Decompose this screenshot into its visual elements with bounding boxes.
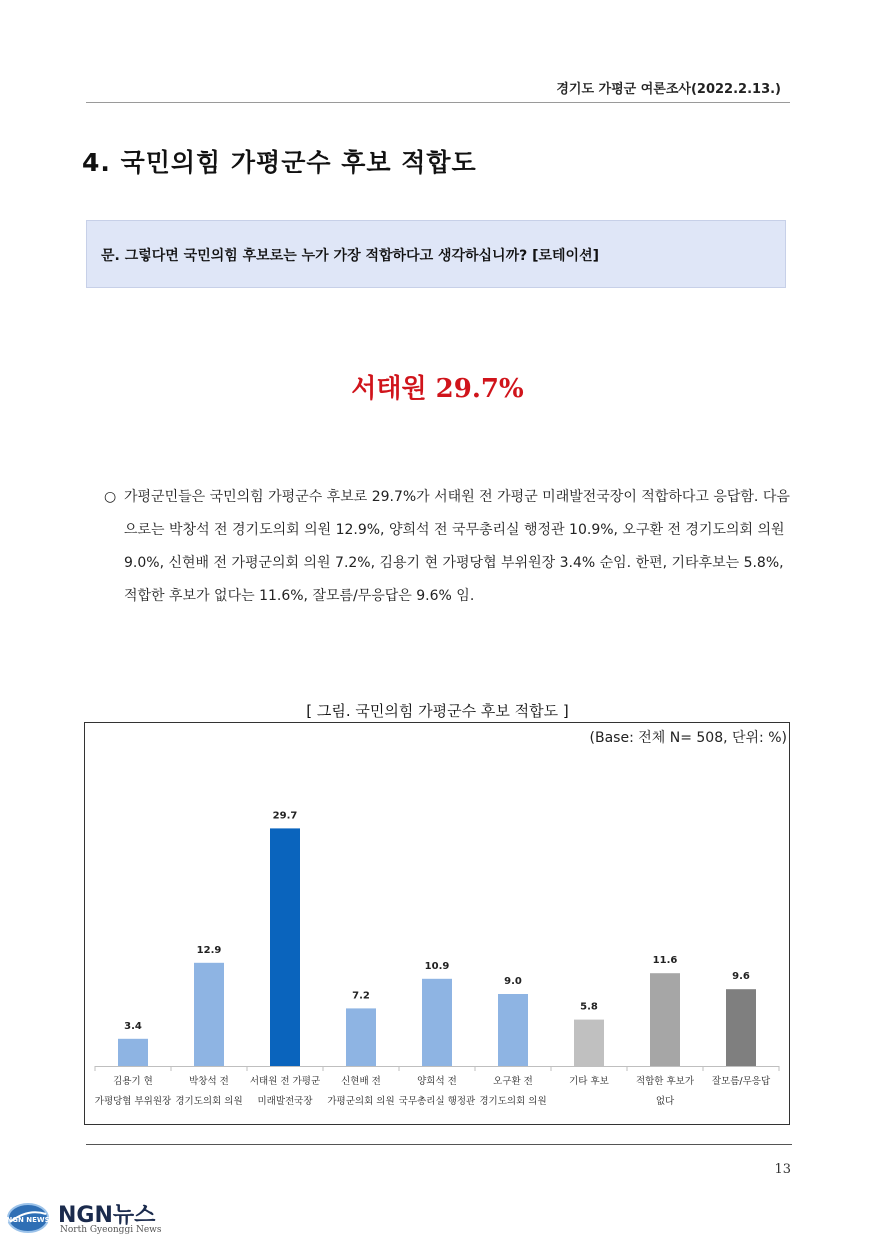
category-label: 가평군의회 의원 (327, 1096, 395, 1107)
category-label: 미래발전국장 (257, 1096, 313, 1107)
page-number: 13 (774, 1162, 791, 1177)
headline-result: 서태원 29.7% (351, 374, 524, 404)
logo-brand-text: NGN뉴스 (58, 1203, 156, 1228)
category-label: 경기도의회 의원 (479, 1096, 547, 1107)
bar (422, 979, 452, 1066)
bar-value-label: 29.7 (272, 810, 298, 822)
category-label: 신현배 전 (341, 1076, 381, 1087)
logo-mark-text: NGN NEWS (6, 1216, 50, 1224)
category-label: 서태원 전 가평군 (249, 1076, 321, 1087)
category-label: 적합한 후보가 (635, 1076, 695, 1087)
bar-value-label: 10.9 (424, 960, 450, 972)
category-label: 박창석 전 (189, 1076, 229, 1087)
bar (726, 989, 756, 1066)
summary-paragraph (104, 481, 794, 613)
category-label: 오구환 전 (493, 1076, 533, 1087)
bar (118, 1039, 148, 1066)
category-label: 가평당협 부위원장 (94, 1096, 172, 1107)
bar-value-label: 11.6 (652, 955, 678, 967)
bar (498, 994, 528, 1066)
category-label: 국무총리실 행정관 (398, 1096, 476, 1107)
ngn-globe-icon (6, 1200, 50, 1236)
bar-chart (85, 723, 789, 1124)
category-label: 기타 후보 (569, 1076, 609, 1087)
bar-value-label: 5.8 (580, 1001, 598, 1013)
bar (194, 963, 224, 1066)
bar (346, 1008, 376, 1066)
bar-value-label: 9.0 (504, 976, 522, 987)
category-label: 없다 (655, 1096, 675, 1107)
summary-text: 가평군민들은 국민의힘 가평군수 후보로 29.7%가 서태원 전 가평군 미래발전국장이 적합하다고 응답함. 다음으로는 박창석 전 경기도의회 의원 12.9%, 양희석 전 국무총리실 행정관 10.9%, 오구환 전 경기도의회 의원 9.0%, 신현배 전 가평군의회 의원 7.2%, 김용기 현 가평당협 부위원장 3.4% 순임. 한편, 기타후보는 5.8%, 적합한 후보가 없다는 11.6%, 잘모름/무응답은 9.6% 임. (124, 489, 790, 604)
category-label: 경기도의회 의원 (175, 1096, 243, 1107)
bar (270, 828, 300, 1066)
bar (650, 973, 680, 1066)
bar-value-label: 7.2 (352, 990, 370, 1002)
bar-value-label: 9.6 (732, 971, 750, 983)
header-divider (86, 102, 790, 103)
question-text: 문. 그렇다면 국민의힘 후보로는 누가 가장 적합하다고 생각하십니까? [로테이션] (101, 248, 599, 264)
bar-value-label: 12.9 (196, 944, 222, 956)
logo-tagline: North Gyeonggi News (60, 1225, 162, 1235)
category-label: 김용기 현 (113, 1076, 153, 1087)
footer-divider (86, 1144, 792, 1145)
bar (574, 1020, 604, 1066)
chart-title: [ 그림. 국민의힘 가평군수 후보 적합도 ] (306, 702, 569, 720)
category-label: 잘모름/무응답 (711, 1076, 771, 1087)
survey-title: 경기도 가평군 여론조사(2022.2.13.) (556, 82, 781, 97)
bullet-circle-icon: ○ (104, 489, 117, 505)
question-box (86, 220, 786, 288)
category-label: 양희석 전 (417, 1076, 457, 1087)
section-title: 4. 국민의힘 가평군수 후보 적합도 (82, 148, 477, 177)
ngn-news-logo (6, 1198, 206, 1238)
chart-frame (84, 722, 790, 1125)
bar-value-label: 3.4 (124, 1020, 142, 1032)
chart-base-note: (Base: 전체 N= 508, 단위: %) (589, 730, 787, 746)
